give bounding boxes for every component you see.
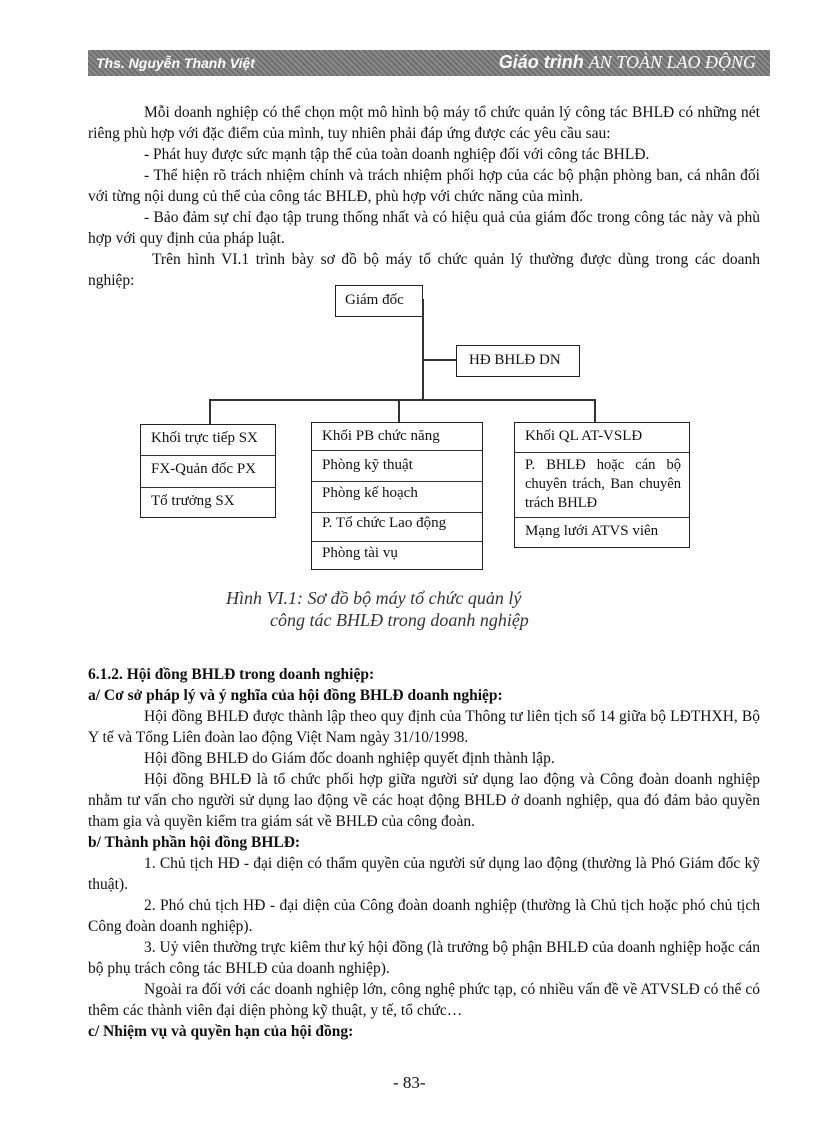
connector — [422, 299, 424, 399]
page-header — [88, 50, 770, 76]
connector — [594, 399, 596, 424]
paragraph: 1. Chủ tịch HĐ - đại diện có thẩm quyền của người sử dụng lao động (thường là Phó Giám đốc kỹ thuật). — [88, 855, 760, 893]
section-text — [88, 664, 760, 1042]
block-item: Phòng kế hoạch — [322, 485, 418, 501]
safety-block — [514, 422, 690, 548]
requirement-item: - Phát huy được sức mạnh tập thể của toàn doanh nghiệp đối với công tác BHLĐ. — [144, 146, 650, 163]
connector — [209, 399, 595, 401]
figure-caption-line2: công tác BHLĐ trong doanh nghiệp — [270, 610, 529, 630]
production-block — [140, 424, 276, 518]
subsection-heading: b/ Thành phần hội đồng BHLĐ: — [88, 834, 301, 851]
block-item: FX-Quản đốc PX — [151, 461, 256, 477]
requirement-item: - Bảo đảm sự chỉ đạo tập trung thống nhất và có hiệu quả của giám đốc trong công tác này và phù hợp với quy định của pháp luật. — [88, 209, 760, 247]
section-heading: 6.1.2. Hội đồng BHLĐ trong doanh nghiệp: — [88, 666, 375, 683]
block-item: Phòng tài vụ — [322, 545, 398, 561]
block-title: Khối trực tiếp SX — [151, 430, 258, 446]
intro-text — [88, 102, 760, 291]
paragraph: 3. Uỷ viên thường trực kiêm thư ký hội đồng (là trưởng bộ phận BHLĐ của doanh nghiệp hoặc cán bộ phụ trách công tác BHLĐ của doanh nghiệp). — [88, 939, 760, 977]
header-author: Ths. Nguyễn Thanh Việt — [96, 55, 255, 71]
intro-paragraph: Mỗi doanh nghiệp có thể chọn một mô hình bộ máy tổ chức quản lý công tác BHLĐ có những nét riêng phù hợp với đặc điểm của mình, tuy nhiên phải đáp ứng được các yêu cầu sau: — [88, 104, 760, 142]
block-item: Tổ trưởng SX — [151, 493, 235, 509]
block-item: Phòng kỹ thuật — [322, 457, 413, 473]
figure-caption-line1: Hình VI.1: Sơ đồ bộ máy tổ chức quản lý — [226, 588, 522, 608]
subsection-heading: a/ Cơ sở pháp lý và ý nghĩa của hội đồng BHLĐ doanh nghiệp: — [88, 687, 503, 704]
subsection-heading: c/ Nhiệm vụ và quyền hạn của hội đồng: — [88, 1023, 354, 1040]
paragraph: Hội đồng BHLĐ được thành lập theo quy định của Thông tư liên tịch số 14 giữa bộ LĐTHXH, Bộ Y tế và Tổng Liên đoàn lao động Việt Nam ngày 31/10/1998. — [88, 708, 760, 746]
block-item: P. BHLĐ hoặc cán bộ chuyên trách, Ban chuyên trách BHLĐ — [525, 457, 681, 511]
block-title: Khối QL AT-VSLĐ — [525, 428, 643, 444]
paragraph: Hội đồng BHLĐ do Giám đốc doanh nghiệp quyết định thành lập. — [144, 750, 555, 767]
block-title: Khối PB chức năng — [322, 428, 440, 444]
connector — [398, 399, 400, 424]
council-box: HĐ BHLĐ DN — [456, 345, 580, 377]
connector — [422, 359, 456, 361]
director-box: Giám đốc — [335, 285, 423, 317]
paragraph: 2. Phó chủ tịch HĐ - đại diện của Công đoàn doanh nghiệp (thường là Chủ tịch hoặc phó chủ tịch Công đoàn doanh nghiệp). — [88, 897, 760, 935]
paragraph: Hội đồng BHLĐ là tổ chức phối hợp giữa người sử dụng lao động và Công đoàn doanh nghiệp nhằm tư vấn cho người sử dụng lao động về các hoạt động BHLĐ ở doanh nghiệp, qua đó đảm bảo quyền tham gia và quyền kiểm tra giám sát về BHLĐ của công đoàn. — [88, 771, 760, 830]
figure-intro: Trên hình VI.1 trình bày sơ đồ bộ máy tổ chức quản lý thường được dùng trong các doanh nghiệp: — [88, 251, 760, 289]
paragraph: Ngoài ra đối với các doanh nghiệp lớn, công nghệ phức tạp, có nhiều vấn đề về ATVSLĐ có thể có thêm các thành viên đại diện phòng kỹ thuật, y tế, tổ chức… — [88, 981, 760, 1019]
header-book-title: Giáo trình AN TOÀN LAO ĐỘNG — [498, 52, 756, 72]
block-item: Mạng lưới ATVS viên — [525, 523, 659, 539]
block-item: P. Tổ chức Lao động — [322, 515, 447, 531]
functional-block — [311, 422, 483, 570]
requirement-item: - Thể hiện rõ trách nhiệm chính và trách nhiệm phối hợp của các bộ phận phòng ban, cá nhân đối với từng nội dung củ thể của công tác BHLĐ, phù hợp với chức năng của mình. — [88, 167, 760, 205]
page-number: - 83- — [393, 1073, 426, 1092]
connector — [209, 399, 211, 424]
